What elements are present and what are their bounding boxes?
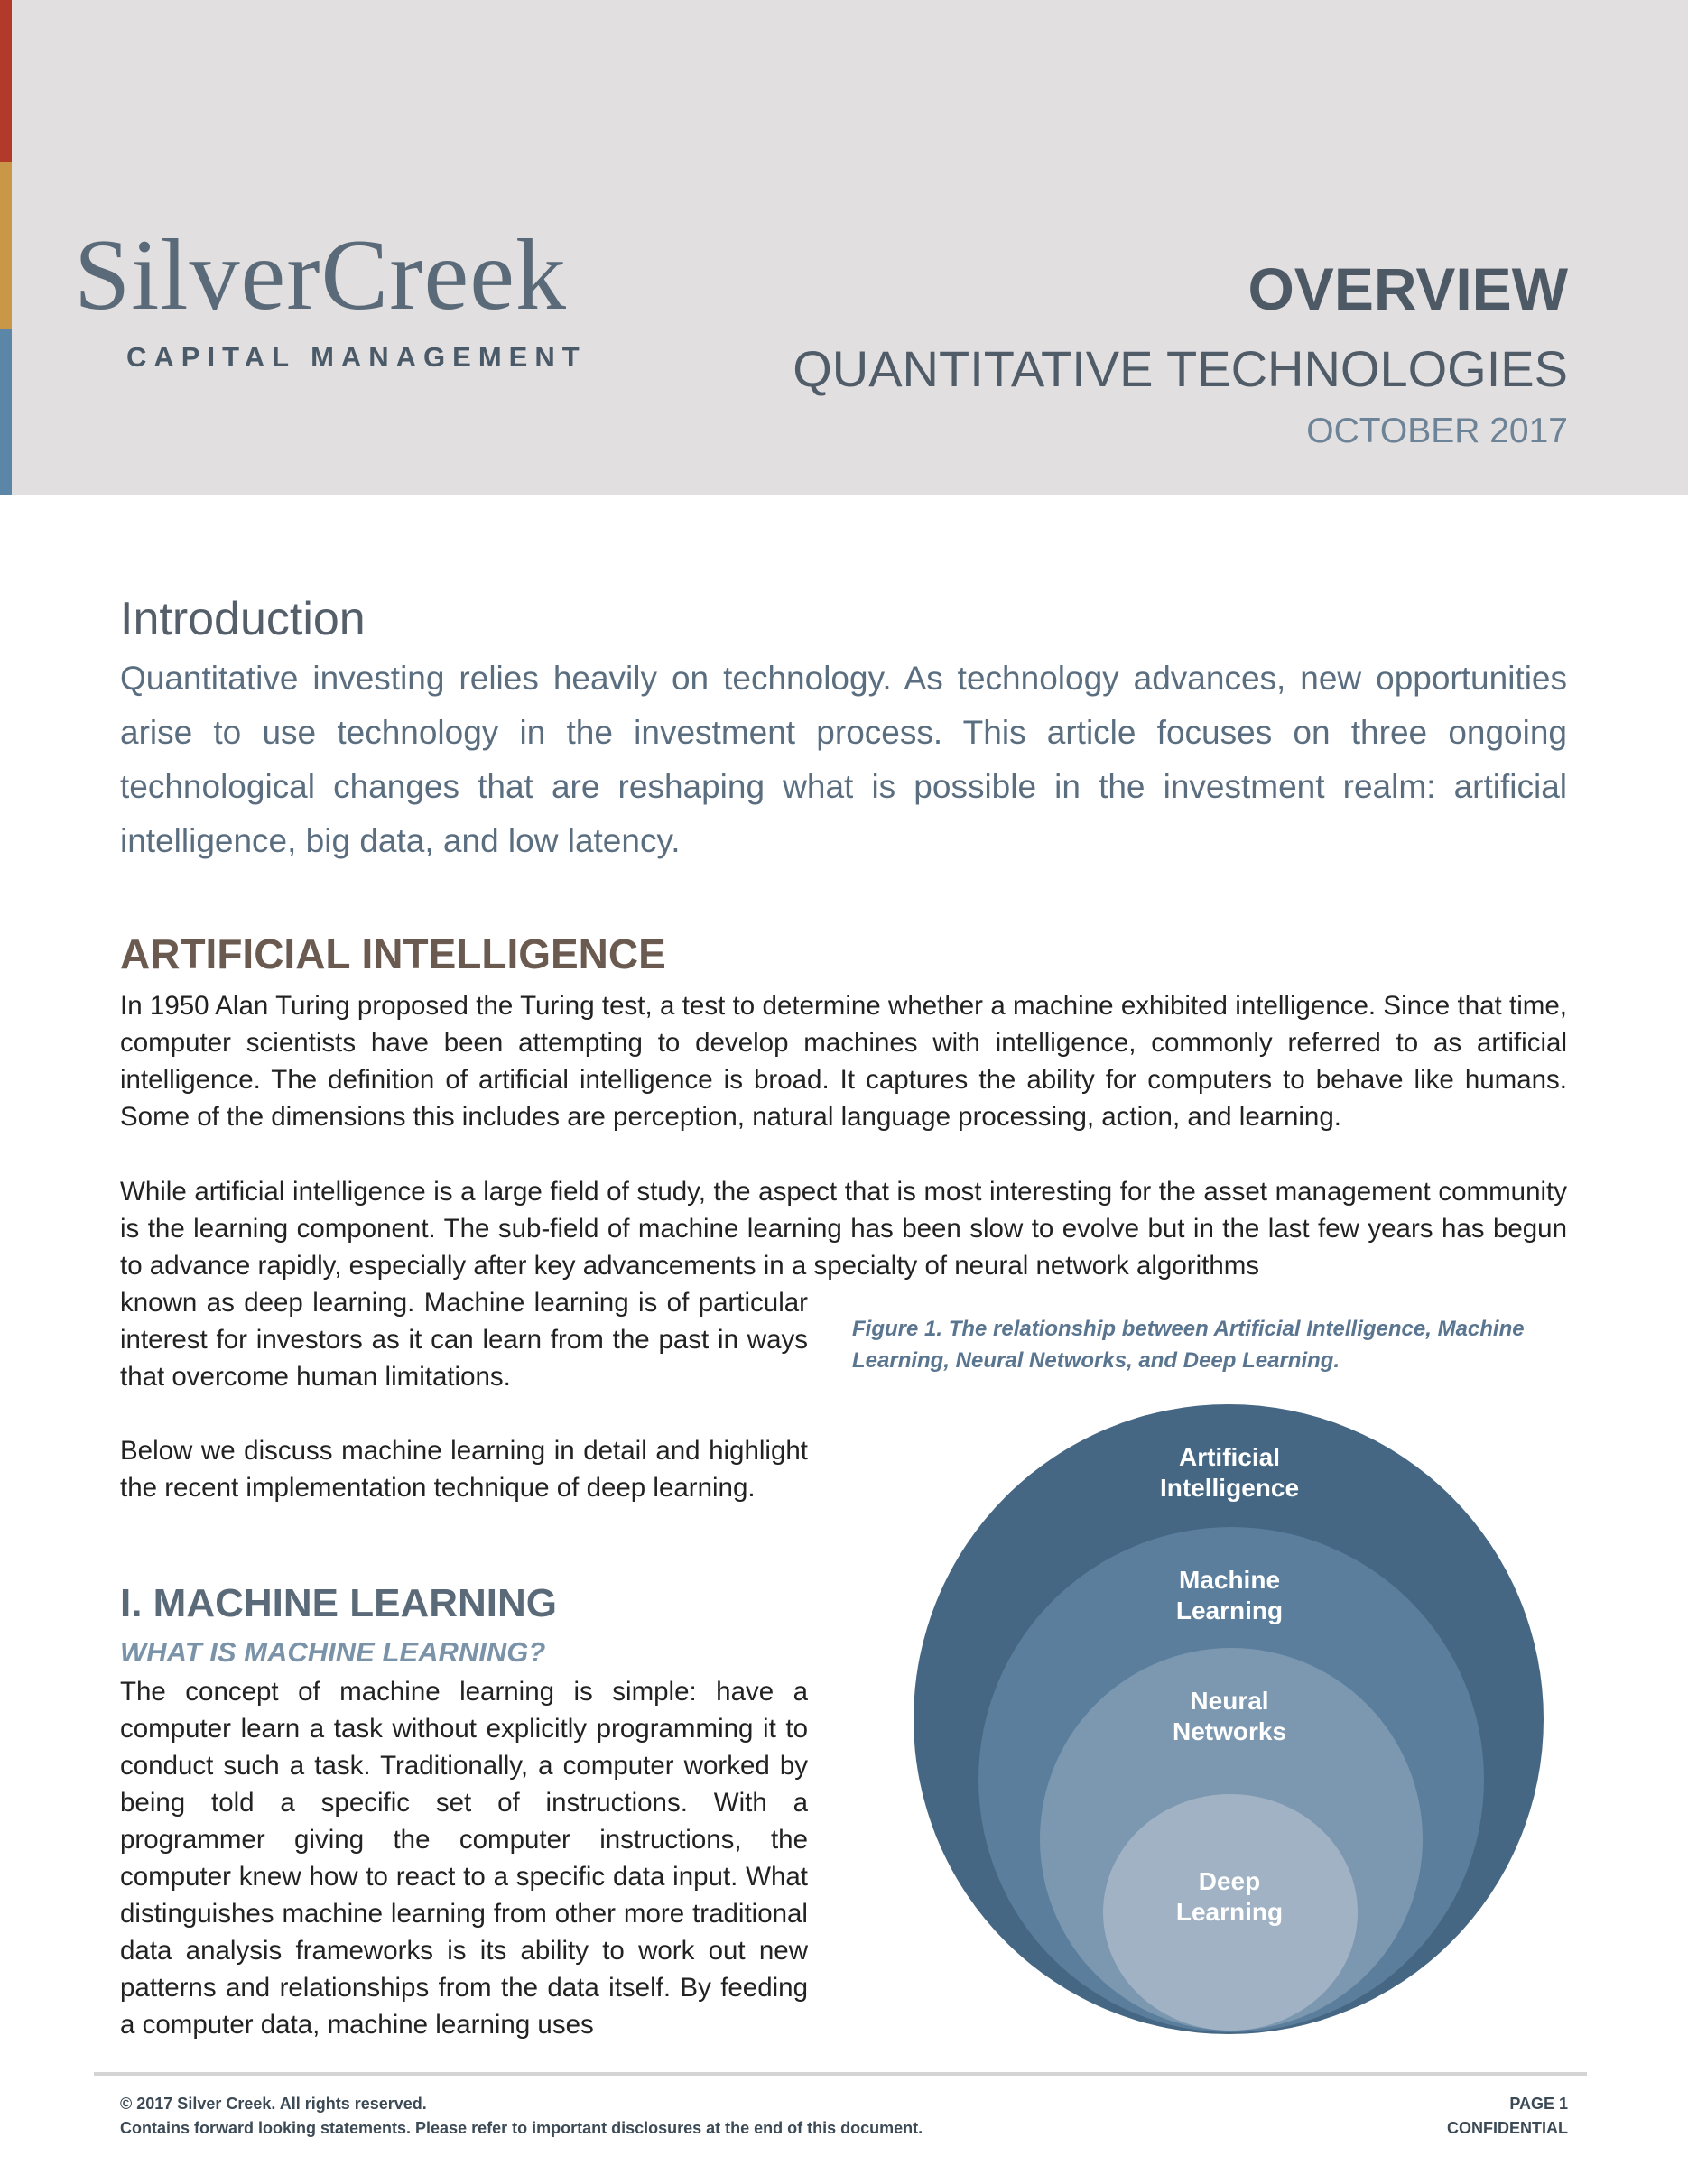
accent-stripe-blue <box>0 329 12 495</box>
ai-paragraph-2: While artificial intelligence is a large field of study, the aspect that is most interesting for the asset management community is the learning component. The sub-field of machine learning has been slow to evolve but in the last few years has begun to advance rapidly, especially after key advancements in a specialty of neural network algorithms <box>120 1177 1567 1281</box>
accent-stripe-red <box>0 0 12 162</box>
label-line: Artificial <box>1178 1443 1281 1471</box>
nested-circle-diagram <box>914 1404 1544 2034</box>
logo-wordmark: SilverCreek <box>74 219 567 331</box>
ai-paragraph-2-continued: known as deep learning. Machine learning is of particular interest for investors as it can learn from the past in ways that overcome human limitations. <box>120 1288 808 1392</box>
intro-paragraph: Quantitative investing relies heavily on technology. As technology advances, new opportunities arise to use technology in the investment process. This article focuses on three ongoing technological changes that are reshaping what is possible in the investment realm: artificial intelligence, big data, and low latency. <box>120 660 1567 859</box>
ml-section-heading: I. MACHINE LEARNING <box>120 1581 557 1625</box>
logo-subtitle: CAPITAL MANAGEMENT <box>126 341 587 373</box>
company-logo <box>74 217 587 379</box>
intro-heading: Introduction <box>120 593 366 645</box>
label-deep-learning <box>1085 1866 1374 1928</box>
label-line: Learning <box>1175 1596 1284 1624</box>
label-machine-learning <box>1085 1565 1374 1626</box>
document-title: OVERVIEW <box>1247 255 1568 322</box>
document-subtitle: QUANTITATIVE TECHNOLOGIES <box>793 340 1568 397</box>
label-line: Machine <box>1178 1566 1281 1594</box>
ai-paragraph-1: In 1950 Alan Turing proposed the Turing test, a test to determine whether a machine exhibited intelligence. Since that time, computer scientists have been attempting to develop machines with intelligence, commonly referred to as artificial intelligence. The definition of artificial intelligence is broad. It captures the ability for computers to behave like humans. Some of the dimensions this includes are perception, natural language processing, action, and learning. <box>120 991 1567 1132</box>
header-band <box>0 0 1688 495</box>
footer-disclaimer: Contains forward looking statements. Please refer to important disclosures at the end of this document. <box>120 2119 923 2137</box>
label-line: Networks <box>1172 1717 1287 1745</box>
page-number: PAGE 1 <box>1509 2095 1568 2113</box>
label-line: Deep <box>1198 1867 1261 1895</box>
footer-left <box>120 2092 923 2141</box>
ml-paragraph: The concept of machine learning is simple: have a computer learn a task without explicitly programming it to conduct such a task. Traditionally, a computer worked by being told a specific set of instructions. With a programmer giving the computer instructions, the computer knew how to react to a specific data input. What distinguishes machine learning from other more traditional data analysis frameworks is its ability to work out new patterns and relationships from the data itself. By feeding a computer data, machine learning uses <box>120 1677 808 2040</box>
label-neural-networks <box>1085 1686 1374 1747</box>
footer-divider <box>94 2072 1587 2076</box>
confidential-label: CONFIDENTIAL <box>1447 2119 1568 2137</box>
ai-section-heading: ARTIFICIAL INTELLIGENCE <box>120 930 666 977</box>
document-date: OCTOBER 2017 <box>1306 412 1568 450</box>
ai-paragraph-3: Below we discuss machine learning in detail and highlight the recent implementation technique of deep learning. <box>120 1436 808 1503</box>
label-line: Learning <box>1175 1898 1284 1926</box>
ml-subheading: WHAT IS MACHINE LEARNING? <box>120 1636 546 1668</box>
accent-stripe-gold <box>0 162 12 329</box>
footer-right <box>1447 2092 1568 2141</box>
label-artificial-intelligence <box>1085 1442 1374 1504</box>
label-line: Neural <box>1190 1687 1269 1715</box>
figure-caption: Figure 1. The relationship between Artificial Intelligence, Machine Learning, Neural Networks, and Deep Learning. <box>852 1317 1525 1373</box>
footer-copyright: © 2017 Silver Creek. All rights reserved. <box>120 2095 427 2113</box>
label-line: Intelligence <box>1159 1474 1300 1502</box>
